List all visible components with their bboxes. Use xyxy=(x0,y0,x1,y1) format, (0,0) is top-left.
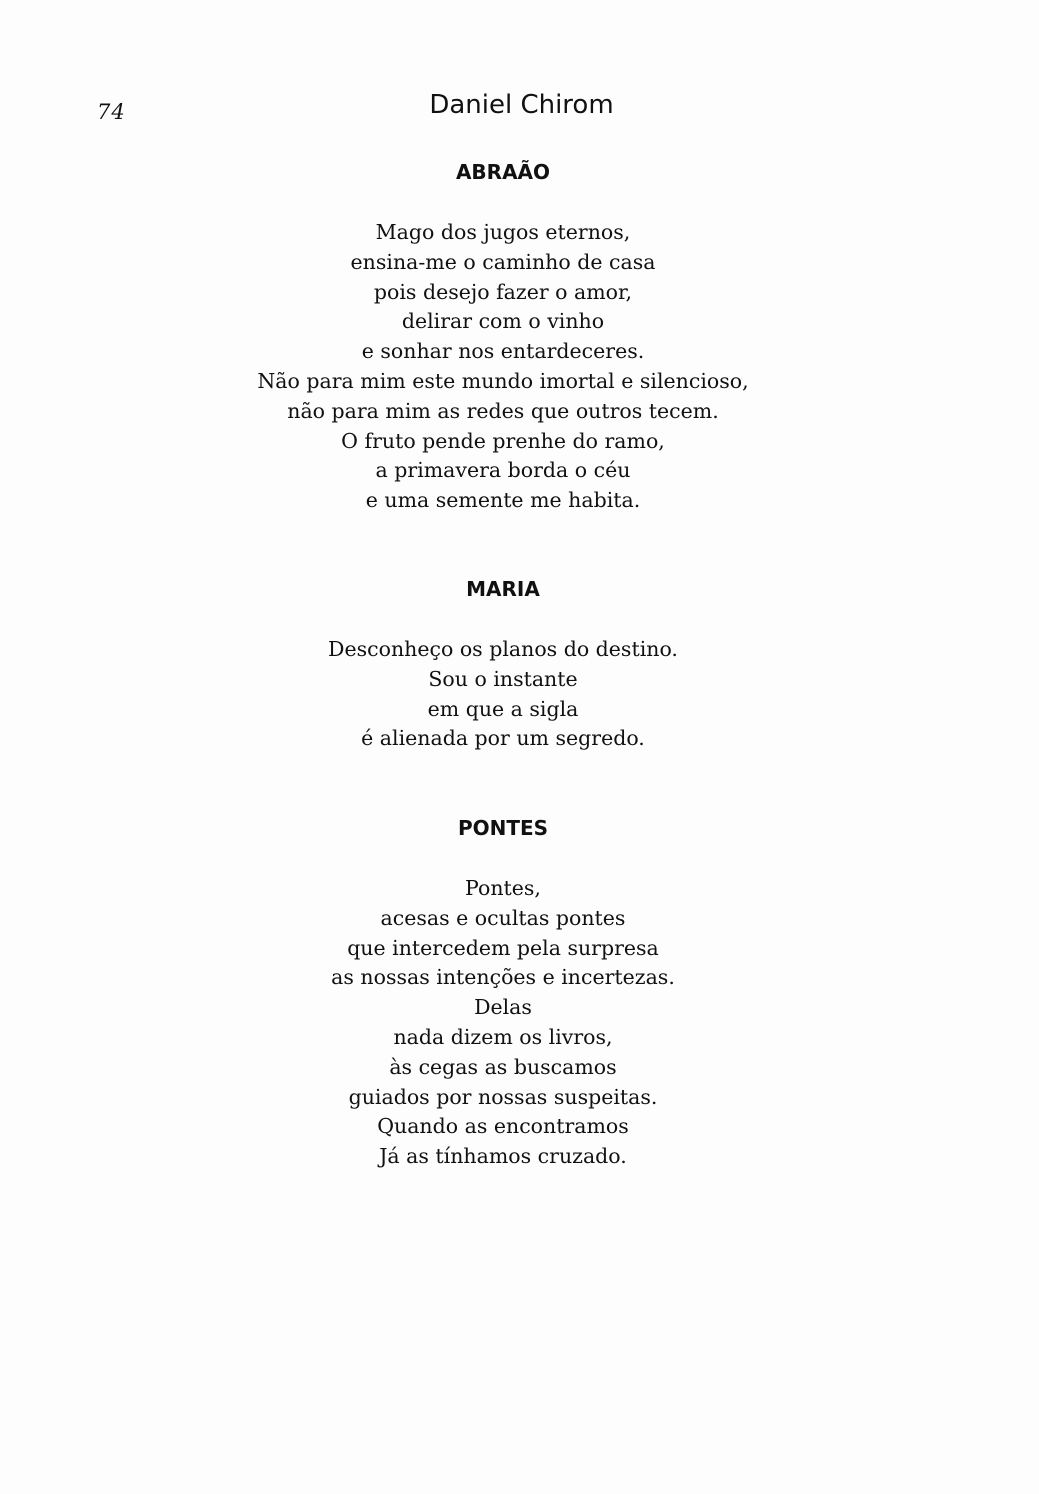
verse-line: ensina-me o caminho de casa xyxy=(350,249,656,274)
verse-line: O fruto pende prenhe do ramo, xyxy=(341,428,665,453)
verse-line: Sou o instante xyxy=(428,666,578,691)
poem-title: MARIA xyxy=(466,577,540,601)
verse-line: às cegas as buscamos xyxy=(389,1054,617,1079)
poem-title: PONTES xyxy=(457,816,549,840)
poem-maria xyxy=(0,575,1006,754)
verse-line: Mago dos jugos eternos, xyxy=(375,220,631,244)
poem-pontes xyxy=(0,814,1006,1172)
verse-line: não para mim as redes que outros tecem. xyxy=(287,398,719,423)
verse-line: Já as tínhamos cruzado. xyxy=(379,1144,627,1169)
verse-line: pois desejo fazer o amor, xyxy=(373,279,633,304)
verse-line: é alienada por um segredo. xyxy=(361,726,645,751)
verse-line: Pontes, xyxy=(465,876,541,900)
verse-line: e sonhar nos entardeceres. xyxy=(361,339,645,364)
verse-line: acesas e ocultas pontes xyxy=(380,905,626,930)
verse-line: que intercedem pela surpresa xyxy=(347,935,659,960)
verse-line: a primavera borda o céu xyxy=(375,458,631,483)
verse-line: Quando as encontramos xyxy=(377,1114,629,1139)
poem-title: ABRAÃO xyxy=(455,160,551,184)
verse-line: em que a sigla xyxy=(427,696,579,721)
running-head-author xyxy=(0,90,1039,120)
verse-line: Desconheço os planos do destino. xyxy=(328,637,678,661)
verse-line: delirar com o vinho xyxy=(401,309,605,334)
running-head-text: Daniel Chirom xyxy=(429,90,614,120)
page-number: 74 xyxy=(97,100,126,124)
verse-line: Não para mim este mundo imortal e silencioso, xyxy=(257,368,749,393)
verse-line: e uma semente me habita. xyxy=(365,488,641,513)
verse-line: as nossas intenções e incertezas. xyxy=(331,965,675,990)
verse-line: nada dizem os livros, xyxy=(393,1024,613,1049)
verse-line: Delas xyxy=(474,995,532,1020)
poem-abraao xyxy=(0,158,1006,516)
verse-line: guiados por nossas suspeitas. xyxy=(348,1084,658,1109)
